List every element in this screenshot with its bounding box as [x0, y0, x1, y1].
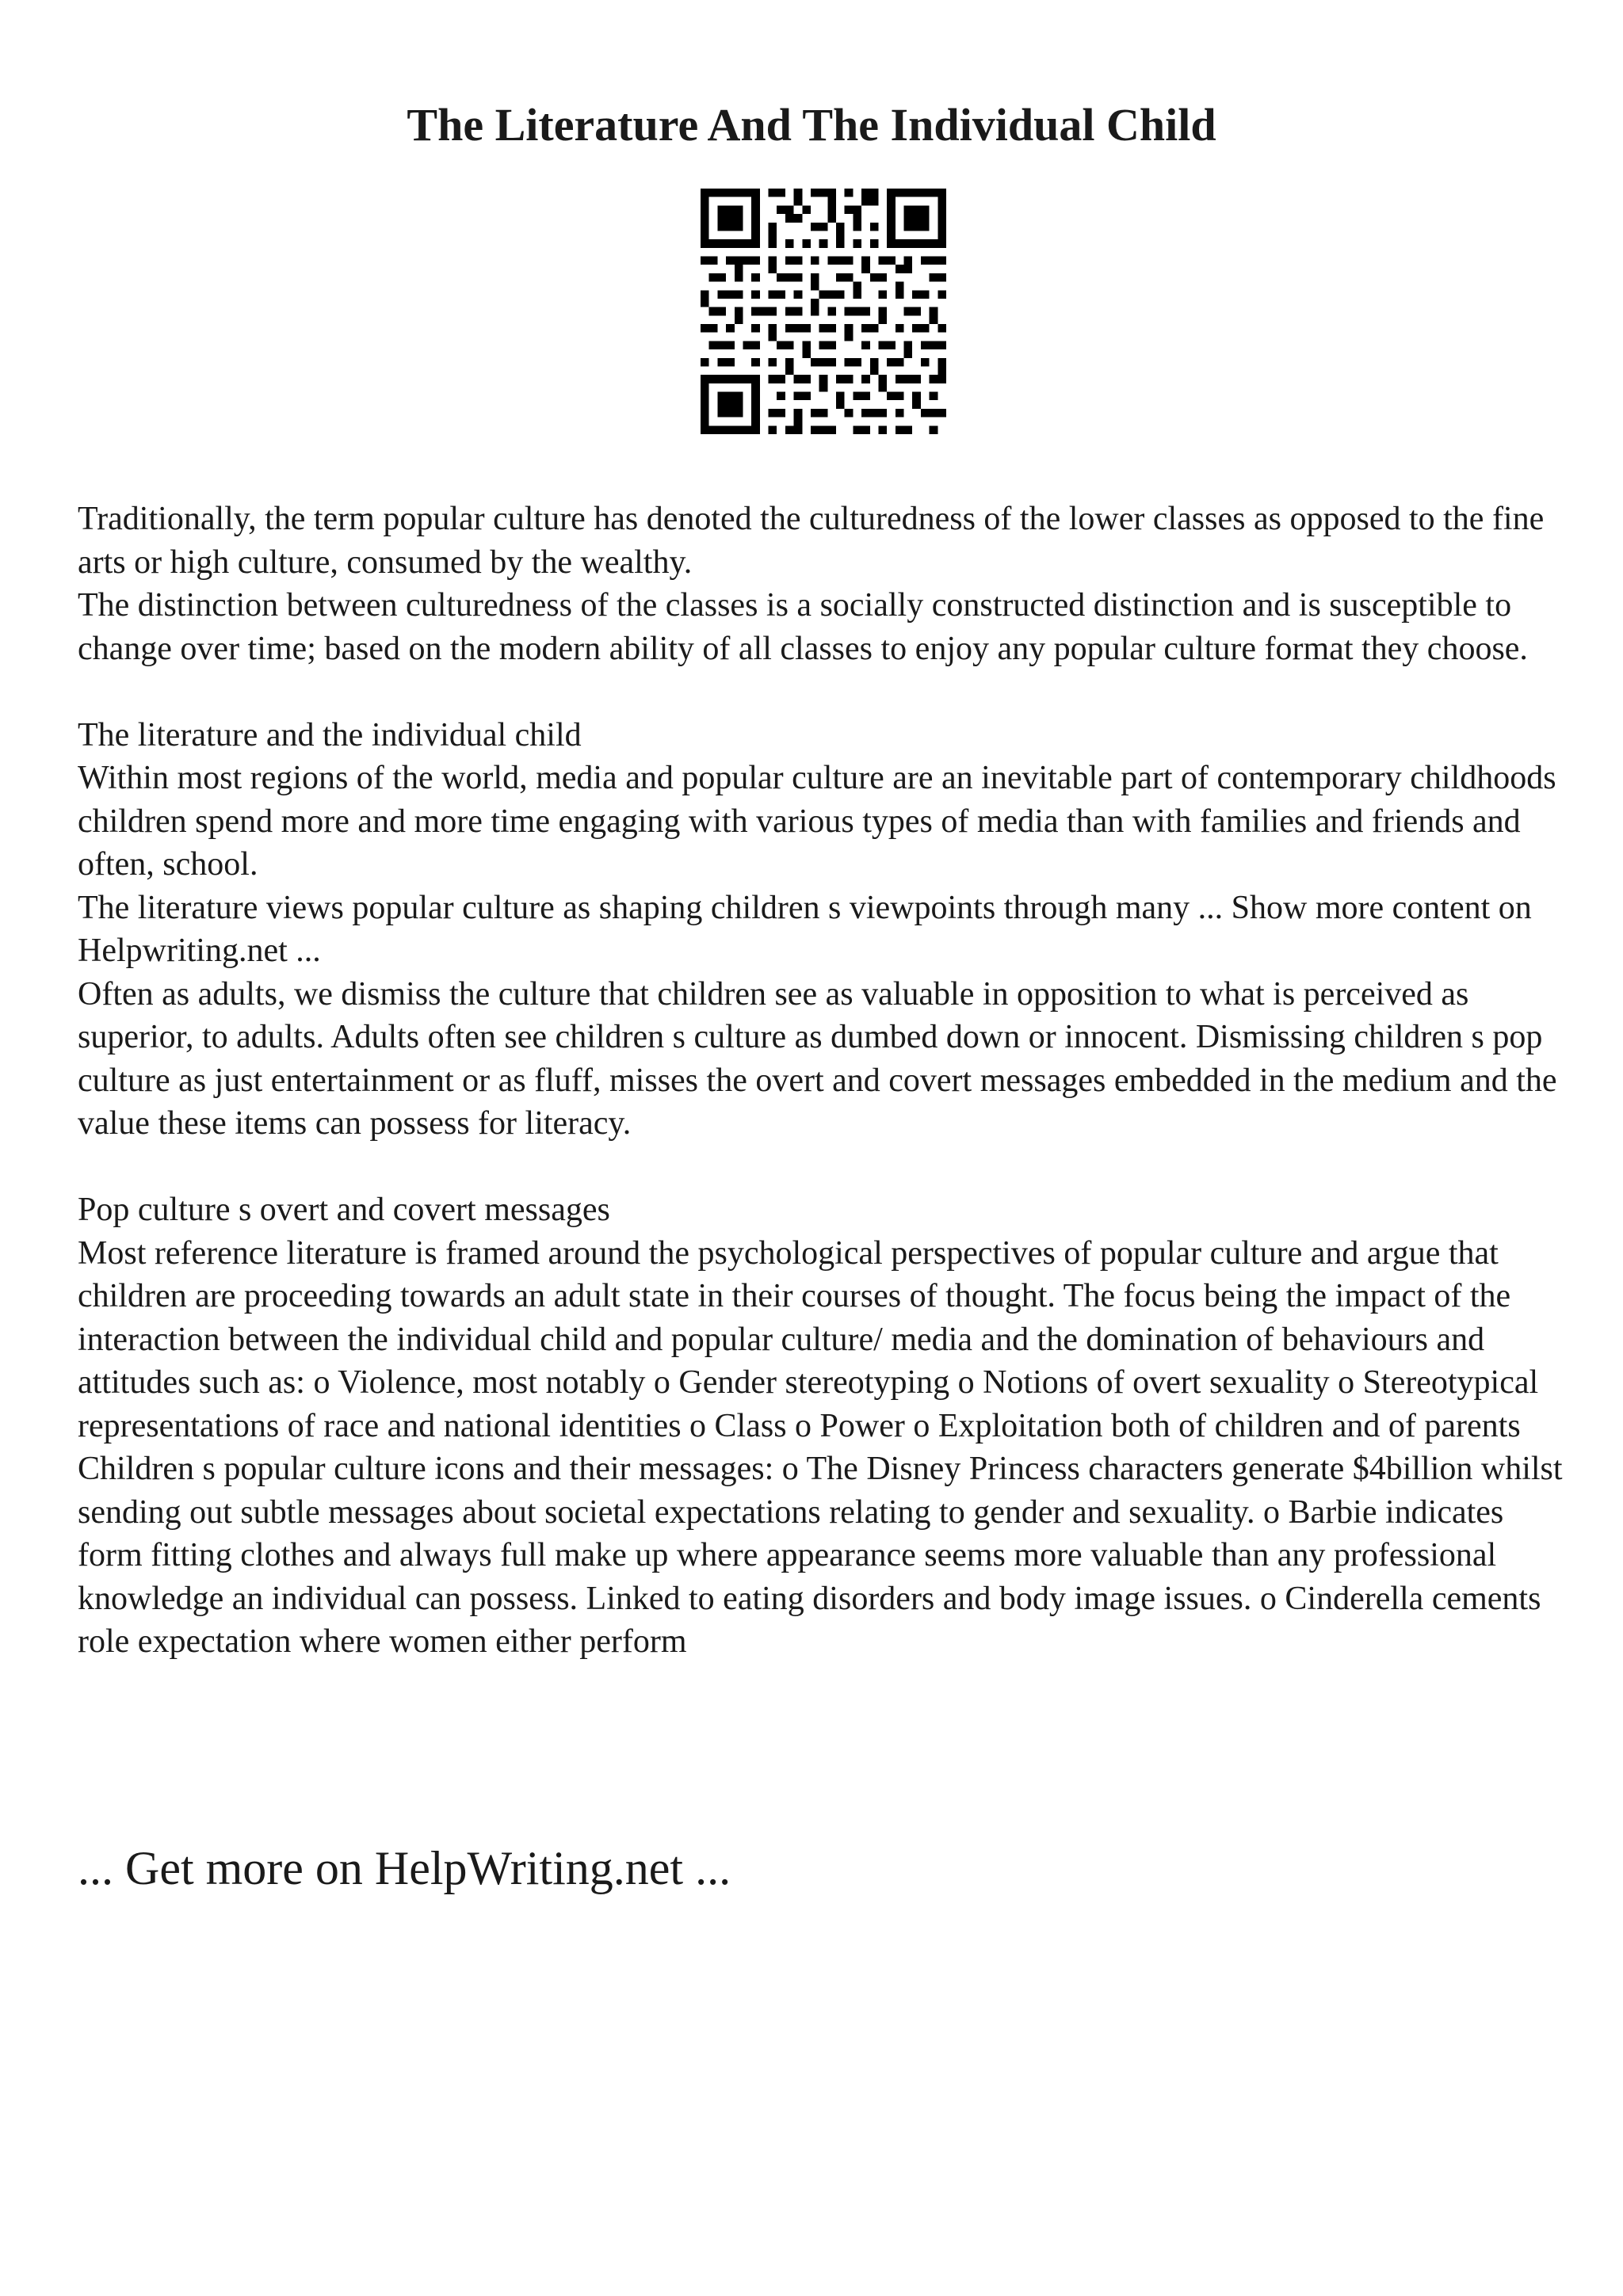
- paragraph-distinction: The distinction between culturedness of the classes is a socially constructed distinction and is susceptible to change over time; based on the modern ability of all classes to enjoy any popular culture format they choose.: [78, 587, 1528, 667]
- paragraph-reference-literature: Most reference literature is framed around the psychological perspectives of popular culture and argue that children are proceeding towards an adult state in their courses of thought. The focus being the impact of the interaction between the individual child and popular culture/ media and the domination of behaviours and attitudes such as: o Violence, most notably o Gender stereotyping o Notions of overt sexuality o Stereotypical representations of race and national identities o Class o Power o Exploitation both of children and of parents: [78, 1234, 1539, 1444]
- section-heading-literature: The literature and the individual child: [78, 716, 582, 753]
- qr-code-icon: [701, 189, 946, 434]
- paragraph-media-childhood: Within most regions of the world, media and popular culture are an inevitable part of contemporary childhoods children spend more and more time engaging with various types of media than with families and friends and often, school.: [78, 760, 1556, 883]
- section-heading-pop-culture: Pop culture s overt and covert messages: [78, 1192, 610, 1228]
- paragraph-show-more: The literature views popular culture as shaping children s viewpoints through many ... Show more content on Helpwriting.net ...: [78, 889, 1532, 969]
- document-title: The Literature And The Individual Child: [407, 99, 1216, 151]
- paragraph-intro: Traditionally, the term popular culture has denoted the culturedness of the lower classes as opposed to the fine arts or high culture, consumed by the wealthy.: [78, 501, 1545, 581]
- paragraph-gap: [78, 670, 1568, 714]
- paragraph-icons-messages: Children s popular culture icons and their messages: o The Disney Princess characters generate $4billion whilst sending out subtle messages about societal expectations relating to gender and sexuality. o Barbie indicates form fitting clothes and always full make up where appearance seems more valuable than any professional knowledge an individual can possess. Linked to eating disorders and body image issues. o Cinderella cements role expectation where women either perform: [78, 1451, 1563, 1660]
- get-more-link[interactable]: ... Get more on HelpWriting.net ...: [78, 1842, 731, 1894]
- paragraph-adults-dismiss: Often as adults, we dismiss the culture that children see as valuable in opposition to what is perceived as superior, to adults. Adults often see children s culture as dumbed down or innocent. Dismissing children s pop culture as just entertainment or as fluff, misses the overt and covert messages embedded in the medium and the value these items can possess for literacy.: [78, 975, 1557, 1142]
- document-body: [78, 498, 1568, 1664]
- paragraph-gap: [78, 1146, 1568, 1189]
